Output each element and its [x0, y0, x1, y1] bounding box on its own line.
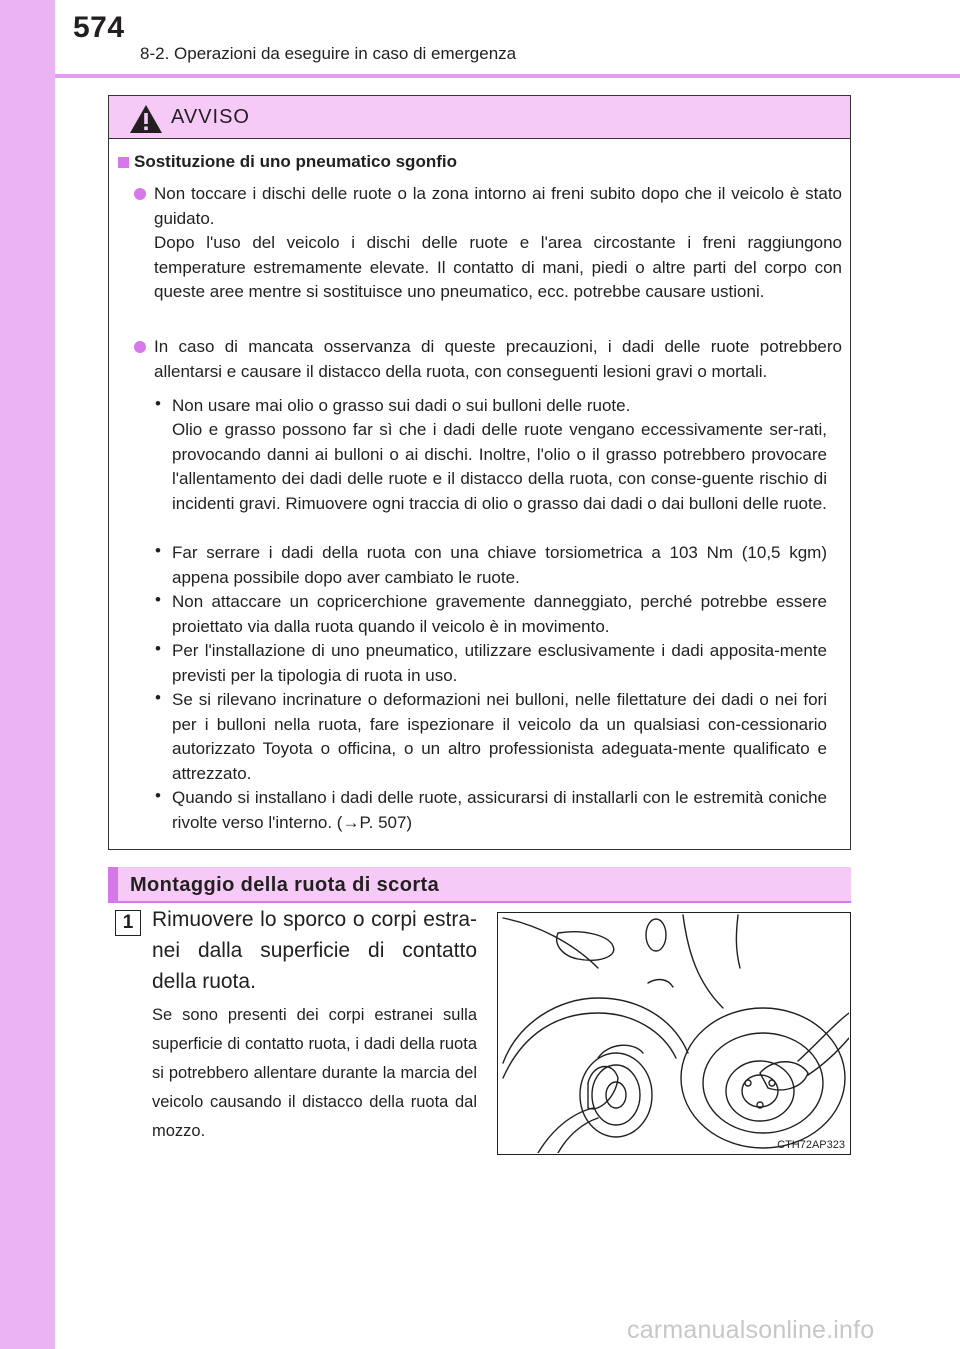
- section-heading-bar: [108, 867, 851, 903]
- illustration-code: CTH72AP323: [777, 1139, 845, 1151]
- sub-bullet: •: [155, 786, 161, 805]
- section-rule: [108, 901, 851, 903]
- step-number: 1: [115, 910, 141, 936]
- step-description: Se sono presenti dei corpi estranei sulla superficie di contatto ruota, i dadi della ruota si potrebbero allentare durante la marcia del veicolo causando il distacco della ruota dal mozzo.: [152, 1006, 477, 1140]
- bullet-dot-icon: [134, 188, 146, 200]
- bullet-dot-icon: [134, 341, 146, 353]
- warning-header: [109, 96, 850, 139]
- chapter-title: 8-2. Operazioni da eseguire in caso di emergenza: [140, 44, 517, 63]
- warning-item-2: In caso di mancata osservanza di queste precauzioni, i dadi delle ruote potrebbero allentarsi e causare il distacco della ruota, con conseguenti lesioni gravi o mortali.: [154, 337, 842, 381]
- wheel-cleaning-drawing: [498, 913, 849, 1153]
- sub-item-1-detail: Olio e grasso possono far sì che i dadi delle ruote vengano eccessivamente ser-rati, provocando danni ai bulloni o ai dischi. Inoltre, l'olio o il grasso potrebbero provocare l'allentamento dei dadi delle ruote e il distacco della ruota, con conse-guente rischio di incidenti gravi. Rimuovere ogni traccia di olio o grasso dai dadi o dai bulloni delle ruote.: [172, 420, 827, 513]
- step-instruction: Rimuovere lo sporco o corpi estra-nei dalla superficie di contatto della ruota.: [152, 908, 477, 993]
- illustration-wheel-cleaning: [497, 912, 851, 1155]
- watermark: carmanualsonline.info: [627, 1316, 875, 1344]
- sub-item-3: Non attaccare un copricerchione gravemente danneggiato, perché potrebbe essere proiettato via dalla ruota quando il veicolo è in movimento.: [172, 592, 827, 636]
- sub-item-2: Far serrare i dadi della ruota con una chiave torsiometrica a 103 Nm (10,5 kgm) appena possibile dopo aver cambiato le ruote.: [172, 543, 827, 587]
- page-number: 574: [73, 11, 125, 44]
- warning-triangle-icon: [129, 104, 163, 134]
- warning-label: AVVISO: [171, 106, 250, 128]
- sub-item-1: Non usare mai olio o grasso sui dadi o sui bulloni delle ruote.: [172, 396, 631, 415]
- sub-bullet: •: [155, 394, 161, 413]
- sub-item-5: Se si rilevano incrinature o deformazioni nei bulloni, nelle filettature dei dadi o nei fori per i bulloni nella ruota, fare ispezionare il veicolo da un qualsiasi con-cessionario autorizzato Toyota o officina, o un altro professionista adeguata-mente qualificato e attrezzato.: [172, 690, 827, 783]
- section-square-icon: [118, 157, 129, 168]
- header-divider: [55, 74, 960, 78]
- warning-item-1-detail: Dopo l'uso del veicolo i dischi delle ruote e l'area circostante i freni raggiungono temperature estremamente elevate. Il contatto di mani, piedi o altre parti del corpo con queste aree mentre si sostituisce uno pneumatico, ecc. potrebbe causare ustioni.: [154, 233, 842, 301]
- warning-item-1: Non toccare i dischi delle ruote o la zona intorno ai freni subito dopo che il veicolo è stato guidato.: [154, 184, 842, 228]
- sub-bullet: •: [155, 541, 161, 560]
- section-accent: [108, 867, 118, 903]
- sub-item-4: Per l'installazione di uno pneumatico, utilizzare esclusivamente i dadi apposita-mente previsti per la tipologia di ruota in uso.: [172, 641, 827, 685]
- sub-bullet: •: [155, 639, 161, 658]
- sub-item-6: Quando si installano i dadi delle ruote, assicurarsi di installarli con le estremità coniche rivolte verso l'interno. (→P. 507): [172, 788, 827, 832]
- sub-bullet: •: [155, 590, 161, 609]
- page-side-band: [0, 0, 55, 1349]
- warning-box: [108, 95, 851, 850]
- section-title: Montaggio della ruota di scorta: [130, 874, 440, 896]
- sub-bullet: •: [155, 688, 161, 707]
- warning-section-title: Sostituzione di uno pneumatico sgonfio: [134, 152, 457, 171]
